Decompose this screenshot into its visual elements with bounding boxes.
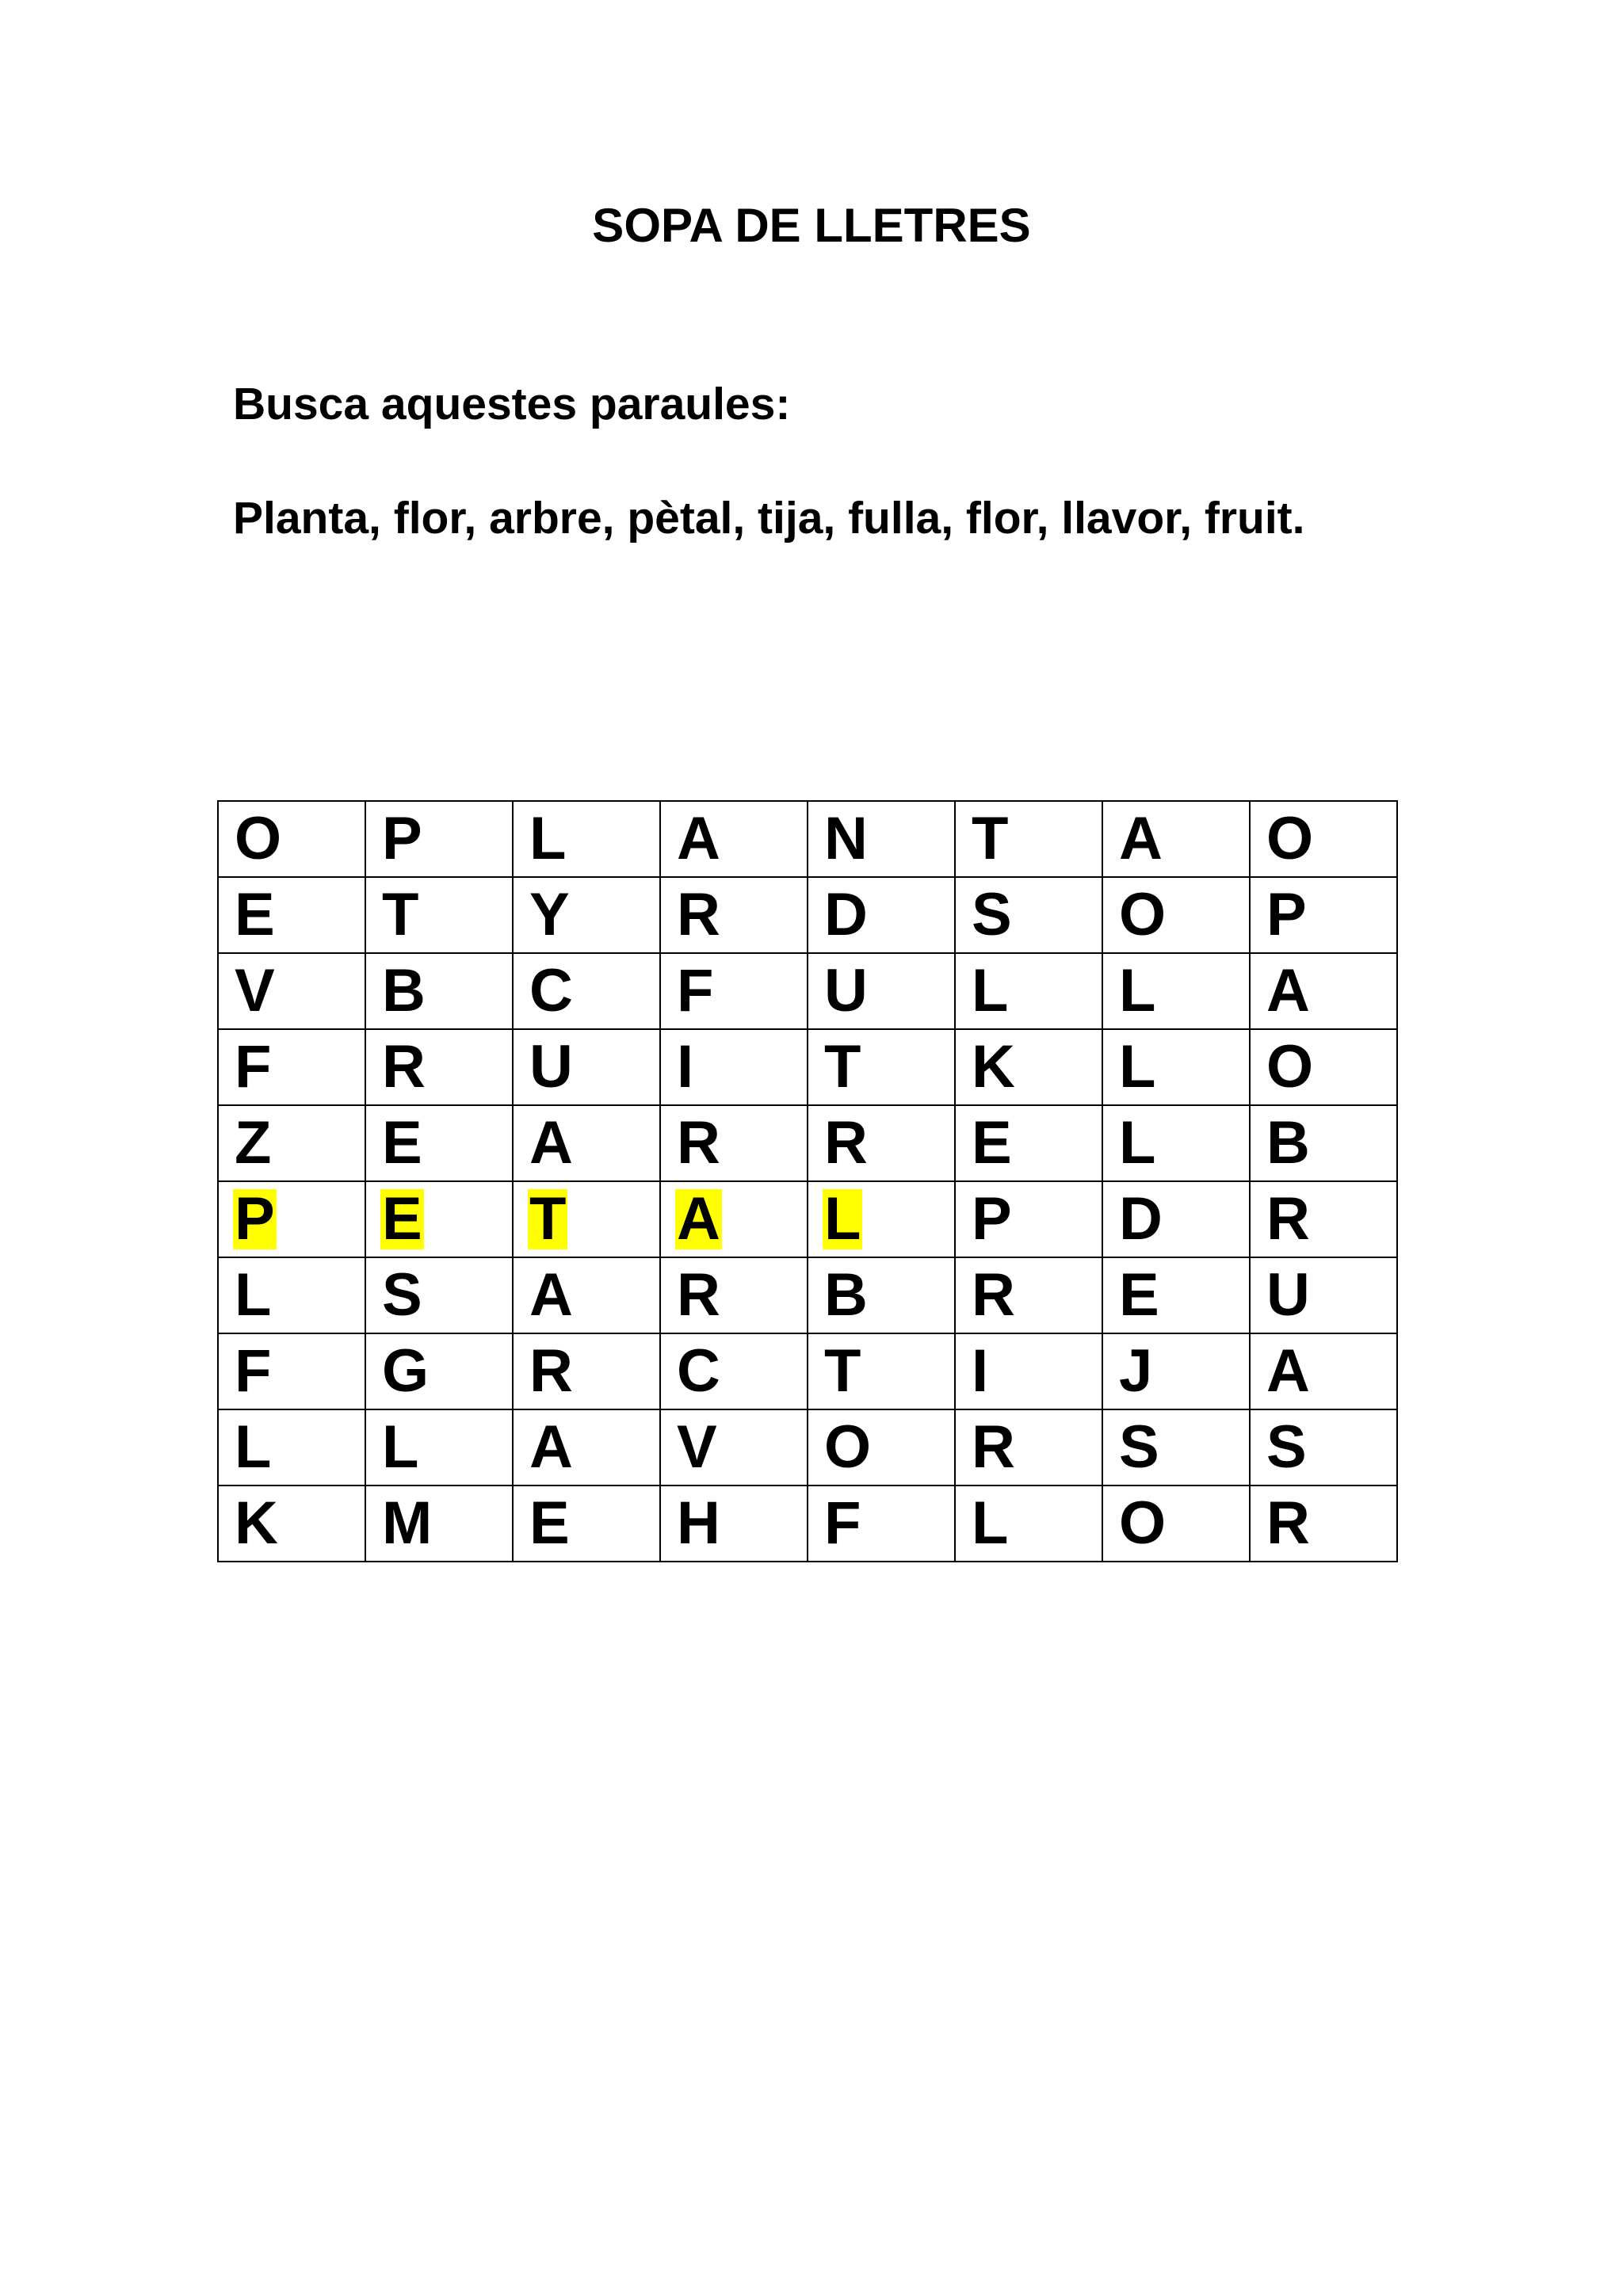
grid-cell [808, 1029, 955, 1105]
grid-cell [365, 953, 513, 1029]
grid-letter: S [1266, 1413, 1307, 1481]
grid-letter: L [382, 1413, 419, 1481]
grid-letter: O [1266, 805, 1314, 872]
grid-letter: L [972, 1489, 1009, 1557]
grid-letter: B [1266, 1109, 1310, 1177]
grid-letter: E [529, 1489, 570, 1557]
grid-cell [365, 877, 513, 953]
grid-letter: A [1266, 957, 1310, 1024]
grid-cell [660, 1333, 808, 1409]
grid-cell [218, 877, 365, 953]
grid-cell [1102, 1486, 1250, 1562]
grid-letter-highlighted: A [677, 1185, 720, 1253]
grid-cell [365, 1486, 513, 1562]
grid-cell [1250, 1257, 1397, 1333]
grid-letter: N [824, 805, 868, 872]
grid-row [218, 1486, 1397, 1562]
grid-cell [1102, 1029, 1250, 1105]
grid-letter: P [972, 1185, 1012, 1253]
word-list: Planta, flor, arbre, pètal, tija, fulla, flor, llavor, fruit. [233, 493, 1305, 543]
grid-letter: E [972, 1109, 1012, 1177]
grid-letter: E [235, 881, 275, 948]
grid-letter: R [677, 1109, 720, 1177]
grid-letter: K [235, 1489, 278, 1557]
grid-cell [955, 1409, 1102, 1486]
grid-letter: L [529, 805, 567, 872]
grid-letter: A [1266, 1337, 1310, 1405]
grid-cell [660, 953, 808, 1029]
grid-letter: J [1119, 1337, 1153, 1405]
grid-cell [1102, 1105, 1250, 1181]
grid-row [218, 877, 1397, 953]
grid-cell [218, 1029, 365, 1105]
grid-cell [218, 1333, 365, 1409]
grid-cell [660, 801, 808, 877]
word-search-grid [217, 800, 1398, 1562]
grid-cell [808, 1257, 955, 1333]
grid-letter: S [382, 1261, 422, 1329]
grid-letter: R [1266, 1489, 1310, 1557]
grid-cell [513, 801, 660, 877]
instructions-prompt: Busca aquestes paraules: [233, 379, 791, 429]
grid-letter: R [677, 1261, 720, 1329]
grid-letter: R [824, 1109, 868, 1177]
grid-row [218, 1257, 1397, 1333]
word-search-grid-body [218, 801, 1397, 1562]
grid-letter: F [677, 957, 714, 1024]
grid-letter: O [1266, 1033, 1314, 1100]
grid-letter: K [972, 1033, 1015, 1100]
grid-letter-highlighted: E [382, 1185, 422, 1253]
grid-letter: R [382, 1033, 426, 1100]
grid-letter: Z [235, 1109, 272, 1177]
grid-row [218, 801, 1397, 877]
grid-cell [1250, 1333, 1397, 1409]
grid-cell [1102, 1257, 1250, 1333]
grid-letter: Y [529, 881, 570, 948]
grid-cell [955, 801, 1102, 877]
grid-cell [660, 1181, 808, 1257]
grid-letter: C [677, 1337, 720, 1405]
grid-letter: R [972, 1261, 1015, 1329]
grid-cell [1250, 953, 1397, 1029]
grid-cell [660, 1409, 808, 1486]
grid-cell [808, 1486, 955, 1562]
grid-cell [1102, 801, 1250, 877]
grid-cell [218, 1409, 365, 1486]
grid-cell [660, 877, 808, 953]
grid-letter: S [1119, 1413, 1159, 1481]
grid-cell [808, 877, 955, 953]
grid-cell [218, 1181, 365, 1257]
grid-letter: O [1119, 1489, 1167, 1557]
grid-cell [513, 1257, 660, 1333]
grid-cell [660, 1029, 808, 1105]
grid-cell [218, 1486, 365, 1562]
grid-cell [218, 1105, 365, 1181]
grid-letter: O [1119, 881, 1167, 948]
grid-row [218, 1409, 1397, 1486]
grid-cell [513, 877, 660, 953]
grid-cell [365, 801, 513, 877]
grid-cell [808, 953, 955, 1029]
grid-letter-highlighted: P [235, 1185, 275, 1253]
grid-letter: O [824, 1413, 872, 1481]
grid-cell [955, 1105, 1102, 1181]
grid-cell [1250, 1105, 1397, 1181]
grid-row [218, 1333, 1397, 1409]
grid-cell [1102, 1333, 1250, 1409]
page-title: SOPA DE LLETRES [592, 199, 1031, 252]
grid-cell [808, 1105, 955, 1181]
grid-letter: O [235, 805, 282, 872]
grid-letter: D [824, 881, 868, 948]
grid-cell [513, 953, 660, 1029]
grid-cell [955, 1486, 1102, 1562]
grid-letter: T [972, 805, 1009, 872]
grid-cell [365, 1333, 513, 1409]
grid-cell [660, 1486, 808, 1562]
grid-cell [218, 801, 365, 877]
grid-cell [1102, 1409, 1250, 1486]
grid-letter-highlighted: L [824, 1185, 861, 1253]
grid-letter: L [1119, 957, 1156, 1024]
grid-cell [513, 1181, 660, 1257]
grid-cell [365, 1257, 513, 1333]
grid-cell [660, 1105, 808, 1181]
grid-cell [955, 953, 1102, 1029]
grid-letter: F [235, 1337, 272, 1405]
grid-letter: U [1266, 1261, 1310, 1329]
grid-cell [513, 1029, 660, 1105]
grid-cell [365, 1409, 513, 1486]
grid-cell [365, 1029, 513, 1105]
grid-letter: C [529, 957, 573, 1024]
grid-letter: S [972, 881, 1012, 948]
grid-cell [1102, 877, 1250, 953]
grid-cell [1250, 1181, 1397, 1257]
grid-letter: L [1119, 1109, 1156, 1177]
grid-letter: I [972, 1337, 989, 1405]
grid-letter: A [529, 1413, 573, 1481]
grid-letter: L [235, 1261, 272, 1329]
grid-cell [808, 1333, 955, 1409]
grid-cell [955, 1333, 1102, 1409]
grid-row [218, 1105, 1397, 1181]
grid-cell [1102, 1181, 1250, 1257]
grid-letter: A [1119, 805, 1163, 872]
grid-letter: A [529, 1261, 573, 1329]
grid-cell [1250, 1029, 1397, 1105]
grid-letter: D [1119, 1185, 1163, 1253]
grid-letter: T [382, 881, 419, 948]
grid-letter: I [677, 1033, 694, 1100]
grid-cell [955, 877, 1102, 953]
grid-cell [955, 1029, 1102, 1105]
grid-letter: P [382, 805, 422, 872]
grid-letter: V [235, 957, 275, 1024]
grid-letter: P [1266, 881, 1307, 948]
grid-letter: G [382, 1337, 430, 1405]
grid-letter: V [677, 1413, 717, 1481]
grid-letter: L [972, 957, 1009, 1024]
grid-letter: L [1119, 1033, 1156, 1100]
grid-letter: M [382, 1489, 433, 1557]
grid-cell [218, 1257, 365, 1333]
grid-cell [1250, 1486, 1397, 1562]
grid-cell [955, 1181, 1102, 1257]
grid-cell [513, 1333, 660, 1409]
grid-letter: T [824, 1337, 861, 1405]
grid-cell [1250, 877, 1397, 953]
grid-letter: E [1119, 1261, 1159, 1329]
grid-row [218, 1181, 1397, 1257]
grid-cell [513, 1409, 660, 1486]
grid-letter-highlighted: T [529, 1185, 567, 1253]
instructions [233, 374, 1422, 548]
grid-letter: R [972, 1413, 1015, 1481]
grid-letter: F [824, 1489, 861, 1557]
grid-letter: U [824, 957, 868, 1024]
grid-letter: R [677, 881, 720, 948]
grid-cell [1102, 953, 1250, 1029]
grid-letter: B [382, 957, 426, 1024]
grid-cell [808, 1181, 955, 1257]
grid-letter: R [1266, 1185, 1310, 1253]
grid-cell [513, 1105, 660, 1181]
grid-cell [1250, 1409, 1397, 1486]
grid-cell [808, 1409, 955, 1486]
grid-cell [513, 1486, 660, 1562]
grid-letter: R [529, 1337, 573, 1405]
grid-cell [365, 1105, 513, 1181]
grid-cell [218, 953, 365, 1029]
grid-cell [955, 1257, 1102, 1333]
grid-row [218, 1029, 1397, 1105]
grid-letter: T [824, 1033, 861, 1100]
grid-letter: A [677, 805, 720, 872]
grid-letter: B [824, 1261, 868, 1329]
grid-row [218, 953, 1397, 1029]
grid-cell [808, 801, 955, 877]
grid-cell [365, 1181, 513, 1257]
grid-letter: A [529, 1109, 573, 1177]
grid-letter: U [529, 1033, 573, 1100]
grid-letter: F [235, 1033, 272, 1100]
grid-letter: L [235, 1413, 272, 1481]
grid-cell [1250, 801, 1397, 877]
grid-letter: H [677, 1489, 720, 1557]
grid-cell [660, 1257, 808, 1333]
grid-letter: E [382, 1109, 422, 1177]
